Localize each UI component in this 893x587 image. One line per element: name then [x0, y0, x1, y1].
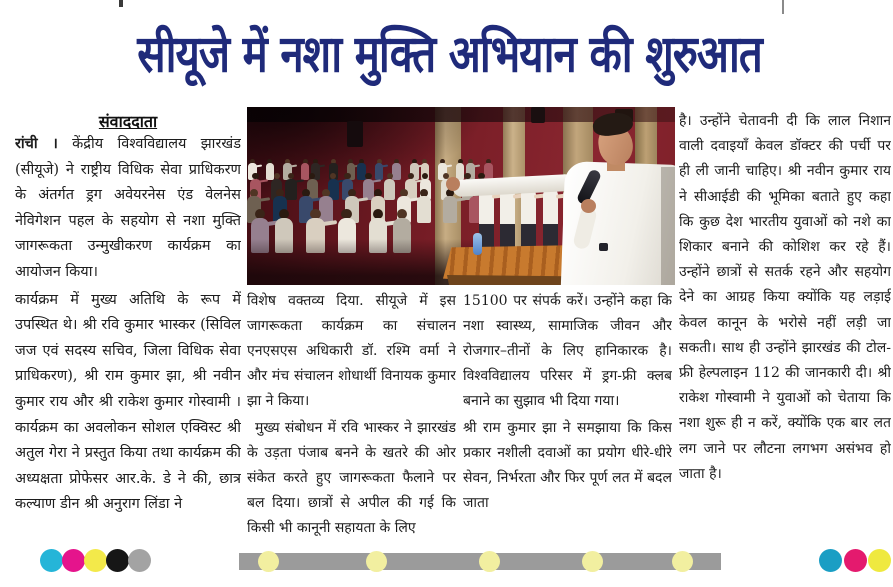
person-raised-arm — [445, 164, 452, 167]
audience-person — [417, 189, 431, 223]
wall-speaker — [531, 107, 545, 123]
speaker-fist — [446, 177, 460, 191]
wall-speaker — [347, 121, 363, 147]
paragraph: 15100 पर संपर्क करें। उन्होंने कहा कि नशा स्वास्थ्य, सामाजिक जीवन और रोजगार–तीनों के लिए हानिकारक है। विश्वविद्यालय परिसर में ड्रग-फ्री क्लब बनाने का सुझाव भी दिया गया। — [463, 293, 672, 409]
speaker-shadow — [661, 167, 675, 285]
paragraph: श्री राम कुमार झा ने समझाया कि किस प्रकार नशीली दवाओं का प्रयोग धीरे-धीरे सेवन, निर्भरता और फिर पूर्ण लत में बदल जाता — [463, 420, 672, 511]
byline: संवाददाता — [98, 112, 158, 131]
cmyk-dot — [84, 549, 107, 572]
article-headline: सीयूजे में नशा मुक्ति अभियान की शुरुआत — [137, 24, 762, 84]
audience-person — [384, 173, 395, 200]
article-column-3 — [463, 289, 672, 543]
person-body — [417, 196, 431, 223]
cmyk-dot — [40, 549, 63, 572]
person-raised-arm — [473, 164, 480, 167]
person-raised-arm — [290, 164, 297, 167]
speaker-hand — [581, 199, 596, 213]
cmyk-dot — [62, 549, 85, 572]
speaker-head — [589, 110, 640, 170]
article-column-4 — [679, 109, 891, 545]
dateline: रांची । — [15, 135, 58, 152]
cmyk-dot — [128, 549, 151, 572]
person-raised-arm — [318, 164, 325, 167]
table-front — [447, 275, 567, 285]
bar-dot — [258, 551, 279, 572]
person-body — [521, 189, 536, 253]
paragraph-text: केंद्रीय विश्वविद्यालय झारखंड (सीयूजे) ने राष्ट्रीय विधिक सेवा प्राधिकरण के अंतर्गत ड्रग अवेयरनेस एंड वेलनेस नेविगेशन पहल के सहयोग से नशा मुक्ति जागरूकता उन्मुखीकरण कार्यक्रम का आयोजन किया। — [15, 136, 241, 280]
bar-dot — [582, 551, 603, 572]
wrist-watch — [599, 243, 608, 251]
water-bottle — [473, 233, 482, 255]
article-column-2 — [247, 289, 456, 543]
person-body — [543, 189, 558, 253]
bar-dot — [366, 551, 387, 572]
article-column-1 — [15, 131, 241, 543]
paragraph: कार्यक्रम में मुख्य अतिथि के रूप में उपस्थित थे। श्री रवि कुमार भास्कर (सिविल जज एवं सदस्य सचिव, जिला विधिक सेवा प्राधिकरण), श्री राम कुमार झा, श्री नवीन कुमार राय और श्री राकेश कुमार गोस्वामी । कार्यक्रम का अवलोकन सोशल एक्विस्ट श्री अतुल गेरा ने प्रस्तुत किया तथा कार्यक्रम की अध्यक्षता प्रोफेसर आर.के. डे ने की, छात्र कल्याण डीन श्री अनुराग लिंडा ने — [15, 291, 241, 513]
cmyk-dot — [844, 549, 867, 572]
person-body — [500, 189, 515, 253]
person-raised-arm — [255, 164, 262, 167]
paragraph: मुख्य संबोधन में रवि भास्कर ने झारखंड के उड़ता पंजाब बनने के खतरे की ओर संकेत करते हुए जागरूकता फैलाने पर बल दिया। छात्रों से अपील की गई कि किसी भी कानूनी सहायता के लिए — [247, 420, 456, 536]
event-photo — [247, 107, 675, 285]
person-body — [384, 179, 395, 201]
paragraph — [15, 131, 241, 286]
cmyk-dot — [106, 549, 129, 572]
audience-person — [375, 159, 384, 180]
paragraph: विशेष वक्तव्य दिया. सीयूजे में इस जागरूकता कार्यक्रम का संचालन एनएसएस अधिकारी डॉ. रश्मि वर्मा ने और मंच संचालन शोधार्थी विनायक कुमार झा ने किया। — [247, 293, 456, 409]
cmyk-dot — [868, 549, 891, 572]
bar-dot — [672, 551, 693, 572]
paragraph: है। उन्होंने चेतावनी दी कि लाल निशान वाली दवाइयाँ केवल डॉक्टर की पर्ची पर ही ली जानी चाहिए। श्री नवीन कुमार राय ने सीआईडी की भूमिका बताते हुए कहा कि कुछ देश भारतीय युवाओं को नशे का शिकार बनाने की कोशिश कर रहे हैं। उन्होंने छात्रों से सतर्क रहने और सहयोग देने का आग्रह किया क्योंकि यह लड़ाई केवल कानून के भरोसे नहीं लड़ी जा सकती। साथ ही उन्होंने झारखंड की टोल-फ्री हेल्पलाइन 112 की जानकारी दी। श्री राकेश गोस्वामी ने युवाओं को चेताया कि नशा शुरू ही न करें, क्योंकि एक बार लत लग जाने पर लौटना लगभग असंभव हो जाता है। — [679, 113, 891, 482]
bar-dot — [479, 551, 500, 572]
cmyk-dot — [819, 549, 842, 572]
